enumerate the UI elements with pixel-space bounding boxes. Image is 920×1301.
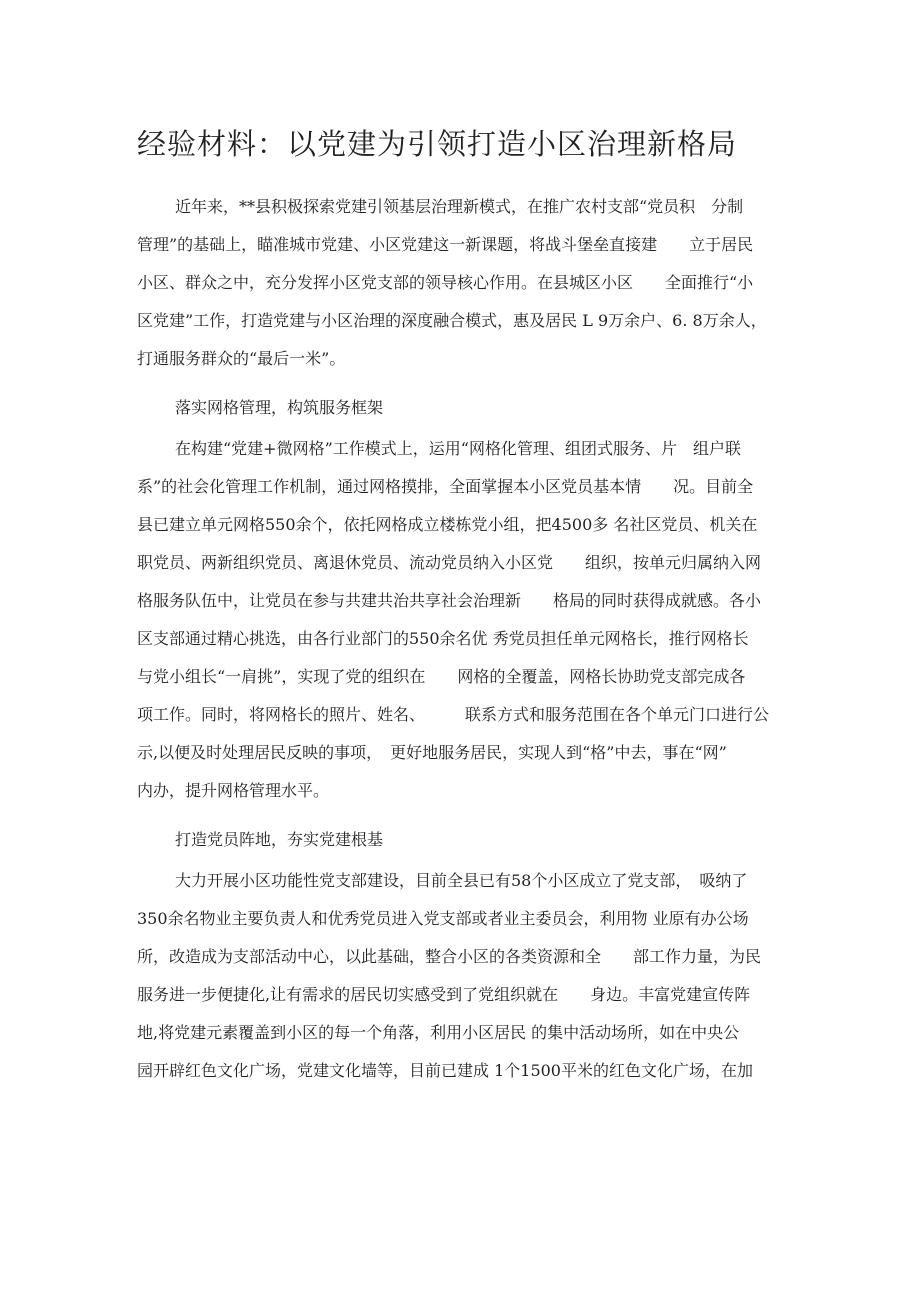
paragraph-line: 区党建”工作，打造党建与小区治理的深度融合模式，惠及居民 L 9万余户、6. 8万余人， xyxy=(137,311,767,330)
paragraph-line: 大力开展小区功能性党支部建设，目前全县已有58个小区成立了党支部， 吸纳了 xyxy=(175,871,748,890)
paragraph-line: 小区、群众之中，充分发挥小区党支部的领导核心作用。在县城区小区 全面推行“小 xyxy=(137,273,754,292)
paragraph-line: 系”的社会化管理工作机制，通过网格摸排，全面掌握本小区党员基本情 况。目前全 xyxy=(137,477,754,496)
paragraph-line: 与党小组长“一肩挑”，实现了党的组织在 网格的全覆盖，网格长协助党支部完成各 xyxy=(137,667,746,686)
paragraph-line: 职党员、两新组织党员、离退休党员、流动党员纳入小区党 组织，按单元归属纳入网 xyxy=(137,553,762,572)
document-title: 经验材料：以党建为引领打造小区治理新格局 xyxy=(137,127,738,161)
paragraph-line: 县已建立单元网格550余个，依托网格成立楼栋党小组，把4500多 名社区党员、机关在 xyxy=(137,515,758,534)
paragraph-line: 管理”的基础上，瞄准城市党建、小区党建这一新课题，将战斗堡垒直接建 立于居民 xyxy=(137,235,754,254)
paragraph-line: 项工作。同时，将网格长的照片、姓名、 联系方式和服务范围在各个单元门口进行公 xyxy=(137,705,770,724)
section-heading: 打造党员阵地，夯实党建根基 xyxy=(175,830,384,849)
paragraph-line: 园开辟红色文化广场，党建文化墙等，目前已建成 1个1500平米的红色文化广场，在加 xyxy=(137,1061,753,1080)
paragraph-line: 所，改造成为支部活动中心，以此基础，整合小区的各类资源和全 部工作力量，为民 xyxy=(137,947,762,966)
paragraph-line: 近年来，**县积极探索党建引领基层治理新模式，在推广农村支部“党员积 分制 xyxy=(175,197,744,216)
paragraph-line: 内办，提升网格管理水平。 xyxy=(137,781,330,800)
paragraph-line: 350余名物业主要负责人和优秀党员进入党支部或者业主委员会，利用物 业原有办公场 xyxy=(137,909,749,928)
section-heading: 落实网格管理，构筑服务框架 xyxy=(175,398,384,417)
paragraph-line: 在构建“党建+微网格”工作模式上，运用“网格化管理、组团式服务、片 组户联 xyxy=(175,439,741,458)
paragraph-line: 地,将党建元素覆盖到小区的每一个角落，利用小区居民 的集中活动场所，如在中央公 xyxy=(137,1023,740,1042)
paragraph-line: 打通服务群众的“最后一米”。 xyxy=(137,349,346,368)
paragraph-line: 格服务队伍中，让党员在参与共建共治共享社会治理新 格局的同时获得成就感。各小 xyxy=(137,591,762,610)
paragraph-line: 区支部通过精心挑选，由各行业部门的550余名优 秀党员担任单元网格长，推行网格长 xyxy=(137,629,749,648)
paragraph-line: 示,以便及时处理居民反映的事项， 更好地服务居民，实现人到“格”中去，事在“网” xyxy=(137,743,727,762)
paragraph-line: 服务进一步便捷化,让有需求的居民切实感受到了党组织就在 身边。丰富党建宣传阵 xyxy=(137,985,751,1004)
